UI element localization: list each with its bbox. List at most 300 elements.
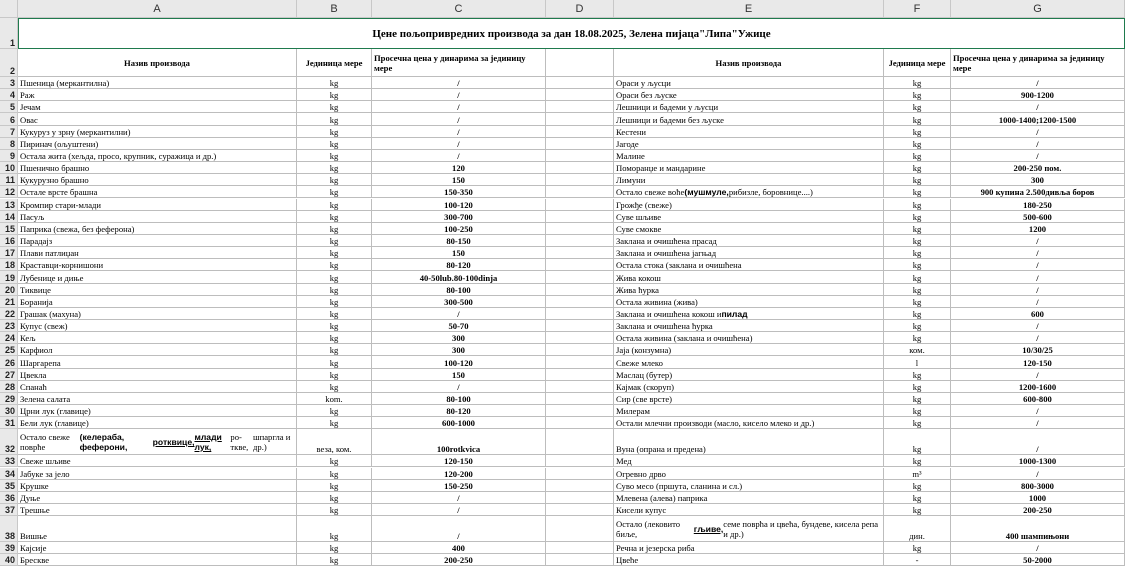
product-name-cell[interactable]: Јаја (конзумна) xyxy=(614,344,884,356)
column-header-f[interactable]: F xyxy=(884,0,951,18)
column-header-b[interactable]: B xyxy=(297,0,372,18)
unit-cell[interactable]: kg xyxy=(884,393,951,405)
row-header-11[interactable]: 11 xyxy=(0,174,18,186)
price-cell[interactable]: 300 xyxy=(372,344,546,356)
empty-cell[interactable] xyxy=(546,150,614,162)
empty-cell[interactable] xyxy=(546,271,614,283)
price-cell[interactable]: 1200-1600 xyxy=(951,381,1125,393)
unit-cell[interactable]: kg xyxy=(297,516,372,542)
product-name-cell[interactable]: Пшеница (меркантилна) xyxy=(18,77,297,89)
price-cell[interactable]: 600 xyxy=(951,308,1125,320)
product-name-cell[interactable]: Крушке xyxy=(18,480,297,492)
product-name-cell[interactable]: Кромпир стари-млади xyxy=(18,199,297,211)
unit-cell[interactable]: kg xyxy=(884,223,951,235)
row-header-35[interactable]: 35 xyxy=(0,480,18,492)
price-cell[interactable]: / xyxy=(372,381,546,393)
unit-cell[interactable]: kg xyxy=(297,455,372,467)
product-name-cell[interactable]: Жива кокош xyxy=(614,271,884,283)
unit-cell[interactable]: дин. xyxy=(884,516,951,542)
empty-cell[interactable] xyxy=(546,332,614,344)
price-cell[interactable]: / xyxy=(951,150,1125,162)
row-header-16[interactable]: 16 xyxy=(0,235,18,247)
product-name-cell[interactable]: Грашак (махуна) xyxy=(18,308,297,320)
unit-cell[interactable]: kg xyxy=(884,405,951,417)
unit-cell[interactable]: kg xyxy=(297,308,372,320)
price-cell[interactable]: 1200 xyxy=(951,223,1125,235)
row-header-5[interactable]: 5 xyxy=(0,101,18,113)
price-cell[interactable]: 80-100 xyxy=(372,393,546,405)
product-name-cell[interactable]: Вишње xyxy=(18,516,297,542)
empty-cell[interactable] xyxy=(546,381,614,393)
header-product-name-left[interactable]: Назив производа xyxy=(18,49,297,77)
empty-cell[interactable] xyxy=(546,284,614,296)
select-all-corner[interactable] xyxy=(0,0,18,18)
unit-cell[interactable]: kg xyxy=(884,492,951,504)
price-cell[interactable]: / xyxy=(372,126,546,138)
price-cell[interactable]: / xyxy=(951,284,1125,296)
product-name-cell[interactable] xyxy=(18,429,297,455)
row-header-37[interactable]: 37 xyxy=(0,504,18,516)
empty-cell[interactable] xyxy=(546,186,614,198)
price-cell[interactable]: 150 xyxy=(372,247,546,259)
price-cell[interactable]: 100-120 xyxy=(372,199,546,211)
product-name-cell[interactable]: Жива ћурка xyxy=(614,284,884,296)
product-name-cell[interactable]: Кисели купус xyxy=(614,504,884,516)
unit-cell[interactable]: kg xyxy=(884,247,951,259)
empty-cell[interactable] xyxy=(546,468,614,480)
unit-cell[interactable]: kg xyxy=(884,138,951,150)
product-name-cell[interactable]: Овас xyxy=(18,113,297,125)
price-cell[interactable]: / xyxy=(372,504,546,516)
unit-cell[interactable]: kg xyxy=(297,259,372,271)
product-name-cell[interactable]: Кукурузно брашно xyxy=(18,174,297,186)
unit-cell[interactable]: kg xyxy=(884,126,951,138)
price-cell[interactable]: 180-250 xyxy=(951,199,1125,211)
header-product-name-right[interactable]: Назив производа xyxy=(614,49,884,77)
row-header-19[interactable]: 19 xyxy=(0,271,18,283)
row-header-17[interactable]: 17 xyxy=(0,247,18,259)
product-name-cell[interactable]: Милерам xyxy=(614,405,884,417)
unit-cell[interactable]: kg xyxy=(297,77,372,89)
product-name-cell[interactable]: Остала жита (хељда, просо, крупник, суражица и др.) xyxy=(18,150,297,162)
product-name-cell[interactable]: Јечам xyxy=(18,101,297,113)
price-cell[interactable]: / xyxy=(951,126,1125,138)
price-cell[interactable]: / xyxy=(951,429,1125,455)
product-name-cell[interactable]: Купус (свеж) xyxy=(18,320,297,332)
unit-cell[interactable]: kg xyxy=(884,235,951,247)
product-name-cell[interactable]: Грожђе (свеже) xyxy=(614,199,884,211)
product-name-cell[interactable]: Суве шљиве xyxy=(614,211,884,223)
unit-cell[interactable]: kg xyxy=(884,150,951,162)
product-name-cell[interactable]: Раж xyxy=(18,89,297,101)
product-name-cell[interactable]: Поморанџе и мандарине xyxy=(614,162,884,174)
row-header-21[interactable]: 21 xyxy=(0,296,18,308)
unit-cell[interactable]: l xyxy=(884,356,951,368)
price-cell[interactable]: 100-250 xyxy=(372,223,546,235)
price-cell[interactable]: 80-120 xyxy=(372,405,546,417)
empty-cell[interactable] xyxy=(546,296,614,308)
row-header-14[interactable]: 14 xyxy=(0,211,18,223)
price-cell[interactable]: 300-500 xyxy=(372,296,546,308)
price-cell[interactable]: 120 xyxy=(372,162,546,174)
empty-cell[interactable] xyxy=(546,356,614,368)
row-header-22[interactable]: 22 xyxy=(0,308,18,320)
product-name-cell[interactable]: Мед xyxy=(614,455,884,467)
price-cell[interactable]: / xyxy=(951,247,1125,259)
empty-cell[interactable] xyxy=(546,235,614,247)
unit-cell[interactable]: kg xyxy=(884,284,951,296)
price-cell[interactable]: 900 купина 2.500дивља боров xyxy=(951,186,1125,198)
price-cell[interactable]: 800-3000 xyxy=(951,480,1125,492)
unit-cell[interactable]: kg xyxy=(297,186,372,198)
unit-cell[interactable]: kg xyxy=(297,369,372,381)
product-name-cell[interactable]: Краставци-корнишони xyxy=(18,259,297,271)
unit-cell[interactable]: kg xyxy=(884,296,951,308)
price-cell[interactable]: / xyxy=(372,150,546,162)
product-name-cell[interactable]: Лубенице и диње xyxy=(18,271,297,283)
row-header-40[interactable]: 40 xyxy=(0,554,18,566)
empty-cell[interactable] xyxy=(546,504,614,516)
price-cell[interactable]: 120-150 xyxy=(372,455,546,467)
unit-cell[interactable]: kg xyxy=(297,162,372,174)
row-header-12[interactable]: 12 xyxy=(0,186,18,198)
unit-cell[interactable]: kom. xyxy=(297,393,372,405)
unit-cell[interactable]: kg xyxy=(297,344,372,356)
product-name-cell[interactable]: Остала стока (заклана и очишћена xyxy=(614,259,884,271)
price-cell[interactable]: 150-250 xyxy=(372,480,546,492)
product-name-cell[interactable]: Свеже млеко xyxy=(614,356,884,368)
empty-cell[interactable] xyxy=(546,162,614,174)
unit-cell[interactable]: kg xyxy=(884,113,951,125)
price-cell[interactable]: / xyxy=(372,113,546,125)
price-cell[interactable]: / xyxy=(951,101,1125,113)
row-header-39[interactable]: 39 xyxy=(0,542,18,554)
price-cell[interactable]: 120-150 xyxy=(951,356,1125,368)
product-name-cell[interactable]: Заклана и очишћена прасад xyxy=(614,235,884,247)
product-name-cell[interactable]: Заклана и очишћена јагњад xyxy=(614,247,884,259)
product-name-cell[interactable]: Лешници и бадеми без љуске xyxy=(614,113,884,125)
unit-cell[interactable]: kg xyxy=(297,468,372,480)
price-cell[interactable]: 40-50lub.80-100dinja xyxy=(372,271,546,283)
unit-cell[interactable]: kg xyxy=(884,211,951,223)
product-name-cell[interactable]: Парадајз xyxy=(18,235,297,247)
row-header-9[interactable]: 9 xyxy=(0,150,18,162)
price-cell[interactable]: / xyxy=(951,332,1125,344)
price-cell[interactable]: 200-250 xyxy=(951,504,1125,516)
price-cell[interactable]: 600-1000 xyxy=(372,417,546,429)
row-header-6[interactable]: 6 xyxy=(0,113,18,125)
product-name-cell[interactable] xyxy=(614,308,884,320)
empty-cell[interactable] xyxy=(546,199,614,211)
empty-cell[interactable] xyxy=(546,480,614,492)
product-name-cell[interactable]: Вуна (опрана и предена) xyxy=(614,429,884,455)
empty-cell[interactable] xyxy=(546,455,614,467)
product-name-cell[interactable]: Свеже шљиве xyxy=(18,455,297,467)
product-name-cell[interactable]: Карфиол xyxy=(18,344,297,356)
price-cell[interactable]: 1000 xyxy=(951,492,1125,504)
row-header-3[interactable]: 3 xyxy=(0,77,18,89)
price-cell[interactable]: / xyxy=(951,542,1125,554)
unit-cell[interactable]: kg xyxy=(297,101,372,113)
unit-cell[interactable]: kg xyxy=(884,417,951,429)
unit-cell[interactable]: kg xyxy=(297,480,372,492)
price-cell[interactable]: 80-120 xyxy=(372,259,546,271)
row-header-4[interactable]: 4 xyxy=(0,89,18,101)
header-price-left[interactable]: Просечна цена у динарима за јединицу мере xyxy=(372,49,546,77)
unit-cell[interactable]: ком. xyxy=(884,344,951,356)
product-name-cell[interactable]: Остала живина (заклана и очишћена) xyxy=(614,332,884,344)
row-header-13[interactable]: 13 xyxy=(0,199,18,211)
unit-cell[interactable]: kg xyxy=(297,332,372,344)
unit-cell[interactable]: kg xyxy=(297,405,372,417)
empty-cell[interactable] xyxy=(546,393,614,405)
price-cell[interactable]: 120-200 xyxy=(372,468,546,480)
unit-cell[interactable]: kg xyxy=(297,223,372,235)
header-price-right[interactable]: Просечна цена у динарима за јединицу мере xyxy=(951,49,1125,77)
empty-cell[interactable] xyxy=(546,126,614,138)
product-name-cell[interactable]: Боранија xyxy=(18,296,297,308)
product-name-cell[interactable]: Трешње xyxy=(18,504,297,516)
price-cell[interactable]: / xyxy=(372,308,546,320)
empty-cell[interactable] xyxy=(546,89,614,101)
product-name-cell[interactable]: Јабуке за јело xyxy=(18,468,297,480)
row-header-24[interactable]: 24 xyxy=(0,332,18,344)
price-cell[interactable]: 100-120 xyxy=(372,356,546,368)
column-header-a[interactable]: A xyxy=(18,0,297,18)
empty-cell[interactable] xyxy=(546,492,614,504)
price-cell[interactable]: / xyxy=(372,516,546,542)
unit-cell[interactable]: kg xyxy=(884,186,951,198)
unit-cell[interactable]: kg xyxy=(297,356,372,368)
unit-cell[interactable]: m³ xyxy=(884,468,951,480)
product-name-cell[interactable]: Ораси у љусци xyxy=(614,77,884,89)
unit-cell[interactable]: kg xyxy=(884,429,951,455)
product-name-cell[interactable]: Млевена (алева) паприка xyxy=(614,492,884,504)
unit-cell[interactable]: kg xyxy=(884,271,951,283)
unit-cell[interactable]: kg xyxy=(297,417,372,429)
price-cell[interactable]: / xyxy=(372,492,546,504)
product-name-cell[interactable]: Лимуни xyxy=(614,174,884,186)
empty-cell[interactable] xyxy=(546,211,614,223)
unit-cell[interactable]: веза, ком. xyxy=(297,429,372,455)
empty-cell[interactable] xyxy=(546,417,614,429)
empty-cell[interactable] xyxy=(546,174,614,186)
empty-cell[interactable] xyxy=(546,320,614,332)
unit-cell[interactable]: kg xyxy=(297,381,372,393)
price-cell[interactable]: 300 xyxy=(372,332,546,344)
price-cell[interactable]: / xyxy=(951,138,1125,150)
row-header-33[interactable]: 33 xyxy=(0,455,18,467)
empty-cell-d2[interactable] xyxy=(546,49,614,77)
product-name-cell[interactable]: Цвекла xyxy=(18,369,297,381)
unit-cell[interactable]: kg xyxy=(297,235,372,247)
unit-cell[interactable]: kg xyxy=(884,542,951,554)
row-header-15[interactable]: 15 xyxy=(0,223,18,235)
product-name-cell[interactable]: Паприка (свежа, без феферона) xyxy=(18,223,297,235)
price-cell[interactable]: 80-100 xyxy=(372,284,546,296)
column-header-g[interactable]: G xyxy=(951,0,1125,18)
empty-cell[interactable] xyxy=(546,247,614,259)
product-name-cell[interactable]: Сир (све врсте) xyxy=(614,393,884,405)
empty-cell[interactable] xyxy=(546,429,614,455)
product-name-cell[interactable]: Плави патлиџан xyxy=(18,247,297,259)
column-header-e[interactable]: E xyxy=(614,0,884,18)
product-name-cell[interactable]: Ораси без љуске xyxy=(614,89,884,101)
price-cell[interactable]: 150 xyxy=(372,369,546,381)
row-header-25[interactable]: 25 xyxy=(0,344,18,356)
empty-cell[interactable] xyxy=(546,554,614,566)
price-cell[interactable]: / xyxy=(951,468,1125,480)
row-header-34[interactable]: 34 xyxy=(0,468,18,480)
row-header-28[interactable]: 28 xyxy=(0,381,18,393)
product-name-cell[interactable]: Кељ xyxy=(18,332,297,344)
unit-cell[interactable]: kg xyxy=(297,320,372,332)
price-cell[interactable]: / xyxy=(951,235,1125,247)
empty-cell[interactable] xyxy=(546,405,614,417)
price-cell[interactable]: / xyxy=(372,138,546,150)
unit-cell[interactable]: kg xyxy=(297,284,372,296)
unit-cell[interactable]: kg xyxy=(884,199,951,211)
unit-cell[interactable]: kg xyxy=(297,504,372,516)
unit-cell[interactable]: kg xyxy=(297,271,372,283)
row-header-23[interactable]: 23 xyxy=(0,320,18,332)
unit-cell[interactable]: kg xyxy=(297,150,372,162)
price-cell[interactable]: 1000-1400;1200-1500 xyxy=(951,113,1125,125)
row-header-29[interactable]: 29 xyxy=(0,393,18,405)
unit-cell[interactable]: kg xyxy=(297,492,372,504)
row-header-36[interactable]: 36 xyxy=(0,492,18,504)
product-name-cell[interactable] xyxy=(614,516,884,542)
unit-cell[interactable]: kg xyxy=(297,126,372,138)
empty-cell[interactable] xyxy=(546,344,614,356)
product-name-cell[interactable]: Бели лук (главице) xyxy=(18,417,297,429)
product-name-cell[interactable]: Пшенично брашно xyxy=(18,162,297,174)
product-name-cell[interactable]: Тиквице xyxy=(18,284,297,296)
price-cell[interactable]: 900-1200 xyxy=(951,89,1125,101)
product-name-cell[interactable]: Кајсије xyxy=(18,542,297,554)
product-name-cell[interactable]: Пиринач (ољуштени) xyxy=(18,138,297,150)
product-name-cell[interactable]: Суво месо (пршута, сланина и сл.) xyxy=(614,480,884,492)
row-header-18[interactable]: 18 xyxy=(0,259,18,271)
unit-cell[interactable]: kg xyxy=(884,77,951,89)
product-name-cell[interactable]: Остала живина (жива) xyxy=(614,296,884,308)
price-cell[interactable]: / xyxy=(951,405,1125,417)
unit-cell[interactable]: kg xyxy=(884,455,951,467)
price-cell[interactable]: / xyxy=(372,101,546,113)
unit-cell[interactable]: kg xyxy=(884,259,951,271)
unit-cell[interactable]: kg xyxy=(884,162,951,174)
product-name-cell[interactable]: Кукуруз у зрну (меркантилни) xyxy=(18,126,297,138)
unit-cell[interactable]: kg xyxy=(297,296,372,308)
row-header-30[interactable]: 30 xyxy=(0,405,18,417)
empty-cell[interactable] xyxy=(546,77,614,89)
row-header-8[interactable]: 8 xyxy=(0,138,18,150)
price-cell[interactable]: 50-70 xyxy=(372,320,546,332)
sheet-title[interactable]: Цене пољопривредних производа за дан 18.08.2025, Зелена пијаца"Липа"Ужице xyxy=(18,18,1125,49)
price-cell[interactable]: 100rotkvica xyxy=(372,429,546,455)
product-name-cell[interactable]: Шаргарепа xyxy=(18,356,297,368)
unit-cell[interactable]: kg xyxy=(297,89,372,101)
product-name-cell[interactable]: Цвеће xyxy=(614,554,884,566)
price-cell[interactable]: / xyxy=(951,259,1125,271)
row-header-26[interactable]: 26 xyxy=(0,356,18,368)
product-name-cell[interactable]: Кајмак (скоруп) xyxy=(614,381,884,393)
unit-cell[interactable]: - xyxy=(884,554,951,566)
unit-cell[interactable]: kg xyxy=(297,211,372,223)
row-header-1[interactable]: 1 xyxy=(0,18,18,49)
product-name-cell[interactable] xyxy=(614,186,884,198)
unit-cell[interactable]: kg xyxy=(297,174,372,186)
product-name-cell[interactable]: Спанаћ xyxy=(18,381,297,393)
unit-cell[interactable]: kg xyxy=(884,369,951,381)
price-cell[interactable]: 10/30/25 xyxy=(951,344,1125,356)
row-header-20[interactable]: 20 xyxy=(0,284,18,296)
price-cell[interactable]: / xyxy=(372,89,546,101)
unit-cell[interactable]: kg xyxy=(297,542,372,554)
unit-cell[interactable]: kg xyxy=(884,320,951,332)
price-cell[interactable]: / xyxy=(951,417,1125,429)
row-header-38[interactable]: 38 xyxy=(0,516,18,542)
price-cell[interactable]: 150-350 xyxy=(372,186,546,198)
price-cell[interactable]: 150 xyxy=(372,174,546,186)
product-name-cell[interactable]: Лешници и бадеми у љусци xyxy=(614,101,884,113)
price-cell[interactable]: 1000-1300 xyxy=(951,455,1125,467)
empty-cell[interactable] xyxy=(546,516,614,542)
product-name-cell[interactable]: Јагоде xyxy=(614,138,884,150)
product-name-cell[interactable]: Остали млечни производи (масло, кисело млеко и др.) xyxy=(614,417,884,429)
product-name-cell[interactable]: Огревно дрво xyxy=(614,468,884,480)
row-header-27[interactable]: 27 xyxy=(0,369,18,381)
price-cell[interactable]: 400 шампињони xyxy=(951,516,1125,542)
unit-cell[interactable]: kg xyxy=(884,332,951,344)
row-header-10[interactable]: 10 xyxy=(0,162,18,174)
price-cell[interactable]: 80-150 xyxy=(372,235,546,247)
price-cell[interactable]: / xyxy=(951,320,1125,332)
unit-cell[interactable]: kg xyxy=(297,247,372,259)
unit-cell[interactable]: kg xyxy=(884,381,951,393)
column-header-d[interactable]: D xyxy=(546,0,614,18)
empty-cell[interactable] xyxy=(546,113,614,125)
product-name-cell[interactable]: Маслац (бутер) xyxy=(614,369,884,381)
row-header-2[interactable]: 2 xyxy=(0,49,18,77)
column-header-c[interactable]: C xyxy=(372,0,546,18)
price-cell[interactable]: / xyxy=(372,77,546,89)
product-name-cell[interactable]: Црни лук (главице) xyxy=(18,405,297,417)
unit-cell[interactable]: kg xyxy=(297,554,372,566)
price-cell[interactable]: / xyxy=(951,271,1125,283)
empty-cell[interactable] xyxy=(546,101,614,113)
product-name-cell[interactable]: Речна и језерска риба xyxy=(614,542,884,554)
row-header-7[interactable]: 7 xyxy=(0,126,18,138)
empty-cell[interactable] xyxy=(546,308,614,320)
product-name-cell[interactable]: Дуње xyxy=(18,492,297,504)
price-cell[interactable]: 500-600 xyxy=(951,211,1125,223)
unit-cell[interactable]: kg xyxy=(884,174,951,186)
price-cell[interactable]: 300-700 xyxy=(372,211,546,223)
price-cell[interactable]: 600-800 xyxy=(951,393,1125,405)
price-cell[interactable]: 200-250 пом. xyxy=(951,162,1125,174)
row-header-32[interactable]: 32 xyxy=(0,429,18,455)
empty-cell[interactable] xyxy=(546,138,614,150)
empty-cell[interactable] xyxy=(546,542,614,554)
product-name-cell[interactable]: Зелена салата xyxy=(18,393,297,405)
unit-cell[interactable]: kg xyxy=(297,199,372,211)
unit-cell[interactable]: kg xyxy=(297,138,372,150)
empty-cell[interactable] xyxy=(546,369,614,381)
price-cell[interactable]: / xyxy=(951,296,1125,308)
unit-cell[interactable]: kg xyxy=(297,113,372,125)
unit-cell[interactable]: kg xyxy=(884,89,951,101)
